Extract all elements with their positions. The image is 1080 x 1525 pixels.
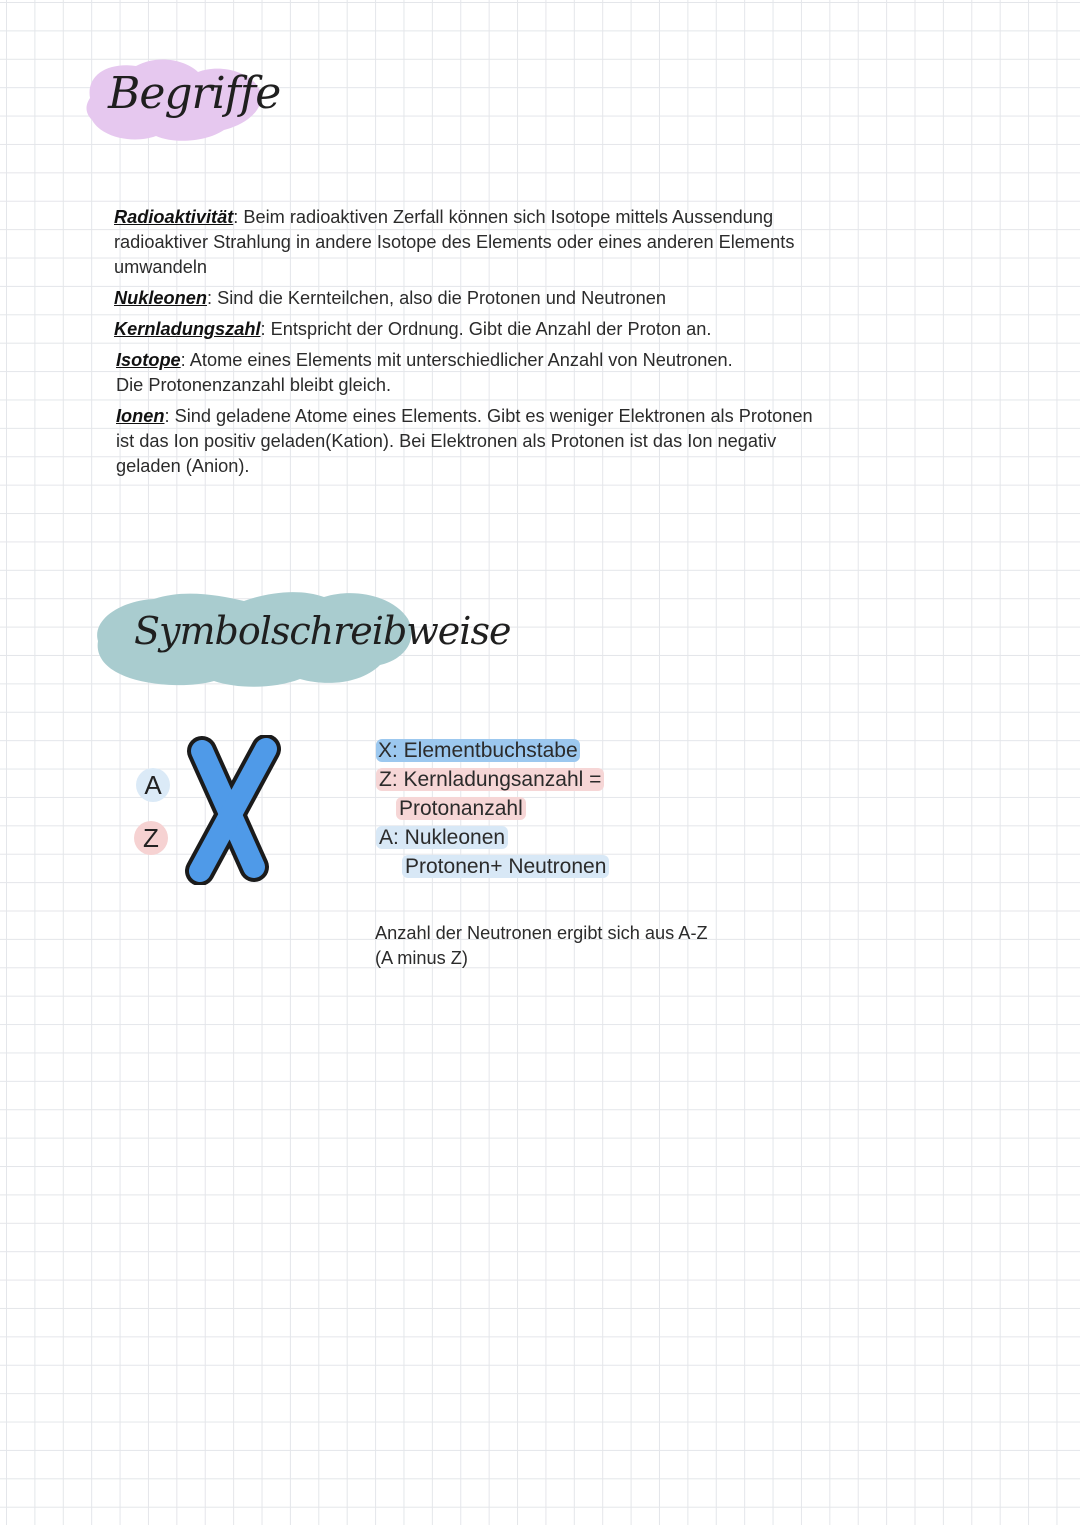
mass-number-label: A xyxy=(136,768,170,802)
definition-nukleonen xyxy=(114,286,834,311)
definitions-list xyxy=(114,205,834,479)
legend-a-line2: Protonen+ Neutronen xyxy=(376,852,609,881)
term: Radioaktivität xyxy=(114,207,234,227)
definition-text: : Beim radioaktiven Zerfall können sich Isotope mittels Aussendung radioaktiver Strahlung in andere Isotope des Elements oder eines anderen Elements umwandeln xyxy=(114,207,795,277)
heading-begriffe xyxy=(78,50,281,150)
definition-kernladungszahl xyxy=(114,317,834,342)
term: Isotope xyxy=(116,350,181,370)
definition-text-line2: Die Protonenzanzahl bleibt gleich. xyxy=(116,375,392,395)
symbol-legend xyxy=(376,736,609,881)
note-line-2: (A minus Z) xyxy=(375,948,468,968)
definition-ionen xyxy=(114,404,834,479)
definition-text: : Sind die Kernteilchen, also die Protonen und Neutronen xyxy=(206,288,667,308)
definition-isotope xyxy=(114,348,834,398)
term: Nukleonen xyxy=(114,288,207,308)
section-title-begriffe: Begriffe xyxy=(108,68,281,119)
definition-radioaktivitaet xyxy=(114,205,834,280)
term: Kernladungszahl xyxy=(114,319,261,339)
legend-z-line: Z: Kernladungsanzahl = xyxy=(376,765,609,794)
section-title-symbolschreibweise: Symbolschreibweise xyxy=(134,609,511,653)
definition-text: : Sind geladene Atome eines Elements. Gibt es weniger Elektronen als Protonen ist das Ion positiv geladen(Kation). Bei Elektronen als Protonen ist das Ion negativ geladen (Anion). xyxy=(116,406,813,476)
legend-a-line: A: Nukleonen xyxy=(376,823,609,852)
atomic-number-label: Z xyxy=(134,821,168,855)
legend-x-line: X: Elementbuchstabe xyxy=(378,739,578,762)
legend-z-line2: Protonanzahl xyxy=(376,794,609,823)
definition-text: : Entspricht der Ordnung. Gibt die Anzahl der Proton an. xyxy=(260,319,712,339)
note-line-1: Anzahl der Neutronen ergibt sich aus A-Z xyxy=(375,923,708,943)
term: Ionen xyxy=(116,406,165,426)
x-letter-icon xyxy=(130,735,290,885)
heading-symbolschreibweise xyxy=(88,585,511,695)
neutron-note xyxy=(375,921,708,971)
definition-text: : Atome eines Elements mit unterschiedlicher Anzahl von Neutronen. xyxy=(180,350,733,370)
element-symbol xyxy=(130,735,290,885)
